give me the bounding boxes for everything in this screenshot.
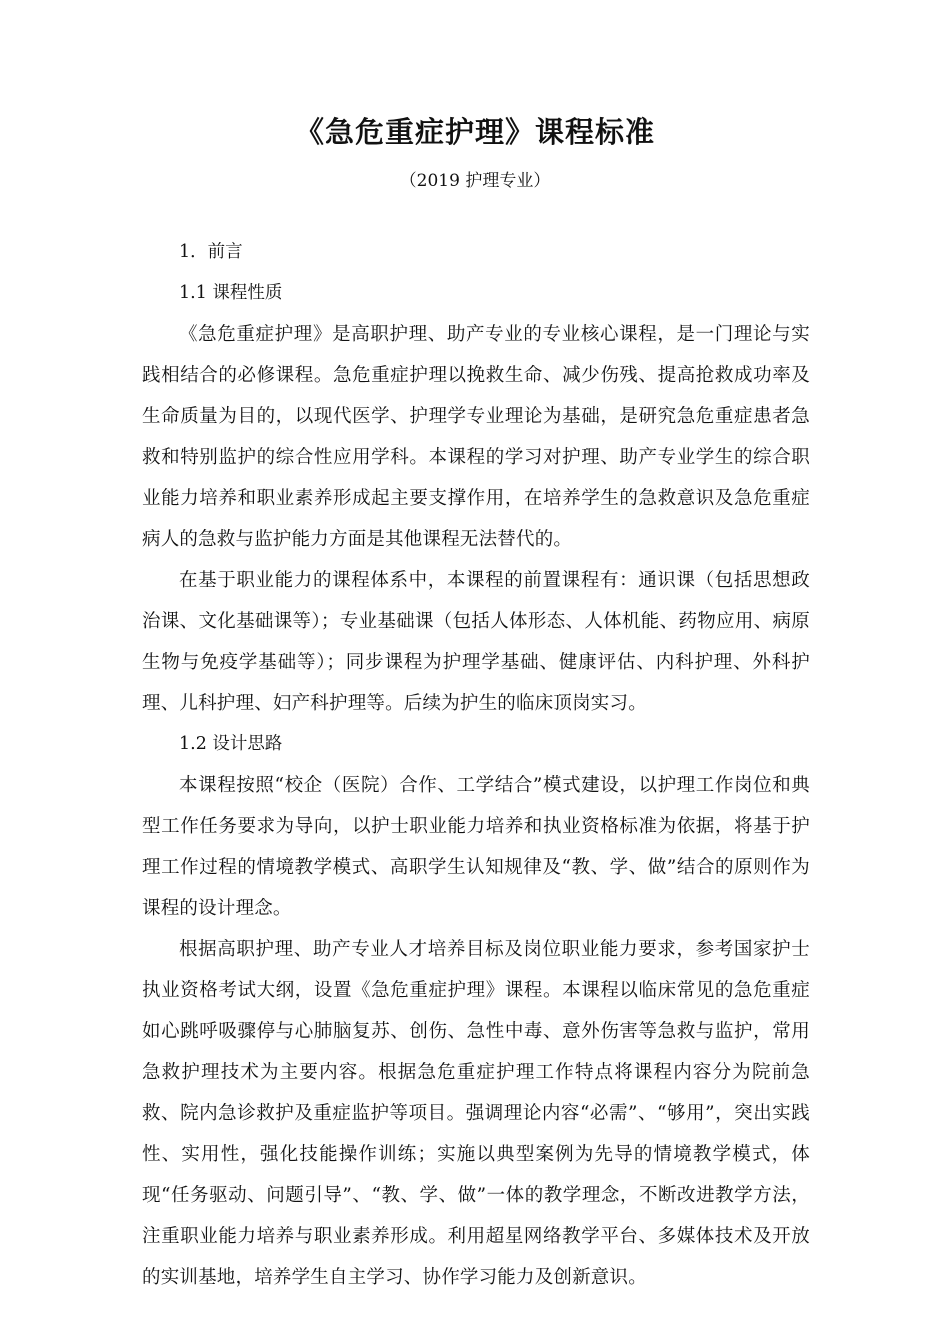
paragraph-course-nature-2: 在基于职业能力的课程体系中，本课程的前置课程有：通识课（包括思想政治课、文化基础课等）；专业基础课（包括人体形态、人体机能、药物应用、病原生物与免疫学基础等）；同步课程为护理学基础、健康评估、内科护理、外科护理、儿科护理、妇产科护理等。后续为护生的临床顶岗实习。	[142, 570, 810, 714]
section-heading-course-nature: 1.1 课程性质	[179, 283, 283, 303]
document-title: 《急危重症护理》课程标准	[294, 115, 655, 149]
paragraph-design-ideas-1: 本课程按照“校企（医院）合作、工学结合”模式建设，以护理工作岗位和典型工作任务要求为导向，以护士职业能力培养和执业资格标准为依据，将基于护理工作过程的情境教学模式、高职学生认知规律及“教、学、做”结合的原则作为课程的设计理念。	[142, 775, 810, 919]
section-heading-preface: 1．前言	[179, 242, 243, 262]
paragraph-course-nature-1: 《急危重症护理》是高职护理、助产专业的专业核心课程，是一门理论与实践相结合的必修课程。急危重症护理以挽救生命、减少伤残、提高抢救成功率及生命质量为目的，以现代医学、护理学专业理论为基础，是研究急危重症患者急救和特别监护的综合性应用学科。本课程的学习对护理、助产专业学生的综合职业能力培养和职业素养形成起主要支撑作用，在培养学生的急救意识及急危重症病人的急救与监护能力方面是其他课程无法替代的。	[142, 324, 810, 550]
document-subtitle: （2019 护理专业）	[399, 171, 551, 191]
document-body	[142, 232, 810, 1298]
paragraph-design-ideas-2: 根据高职护理、助产专业人才培养目标及岗位职业能力要求，参考国家护士执业资格考试大纲，设置《急危重症护理》课程。本课程以临床常见的急危重症如心跳呼吸骤停与心肺脑复苏、创伤、急性中毒、意外伤害等急救与监护，常用急救护理技术为主要内容。根据急危重症护理工作特点将课程内容分为院前急救、院内急诊救护及重症监护等项目。强调理论内容“必需”、“够用”，突出实践性、实用性，强化技能操作训练；实施以典型案例为先导的情境教学模式，体现“任务驱动、问题引导”、“教、学、做”一体的教学理念，不断改进教学方法，注重职业能力培养与职业素养形成。利用超星网络教学平台、多媒体技术及开放的实训基地，培养学生自主学习、协作学习能力及创新意识。	[142, 939, 810, 1288]
section-heading-design-ideas: 1.2 设计思路	[179, 734, 283, 754]
